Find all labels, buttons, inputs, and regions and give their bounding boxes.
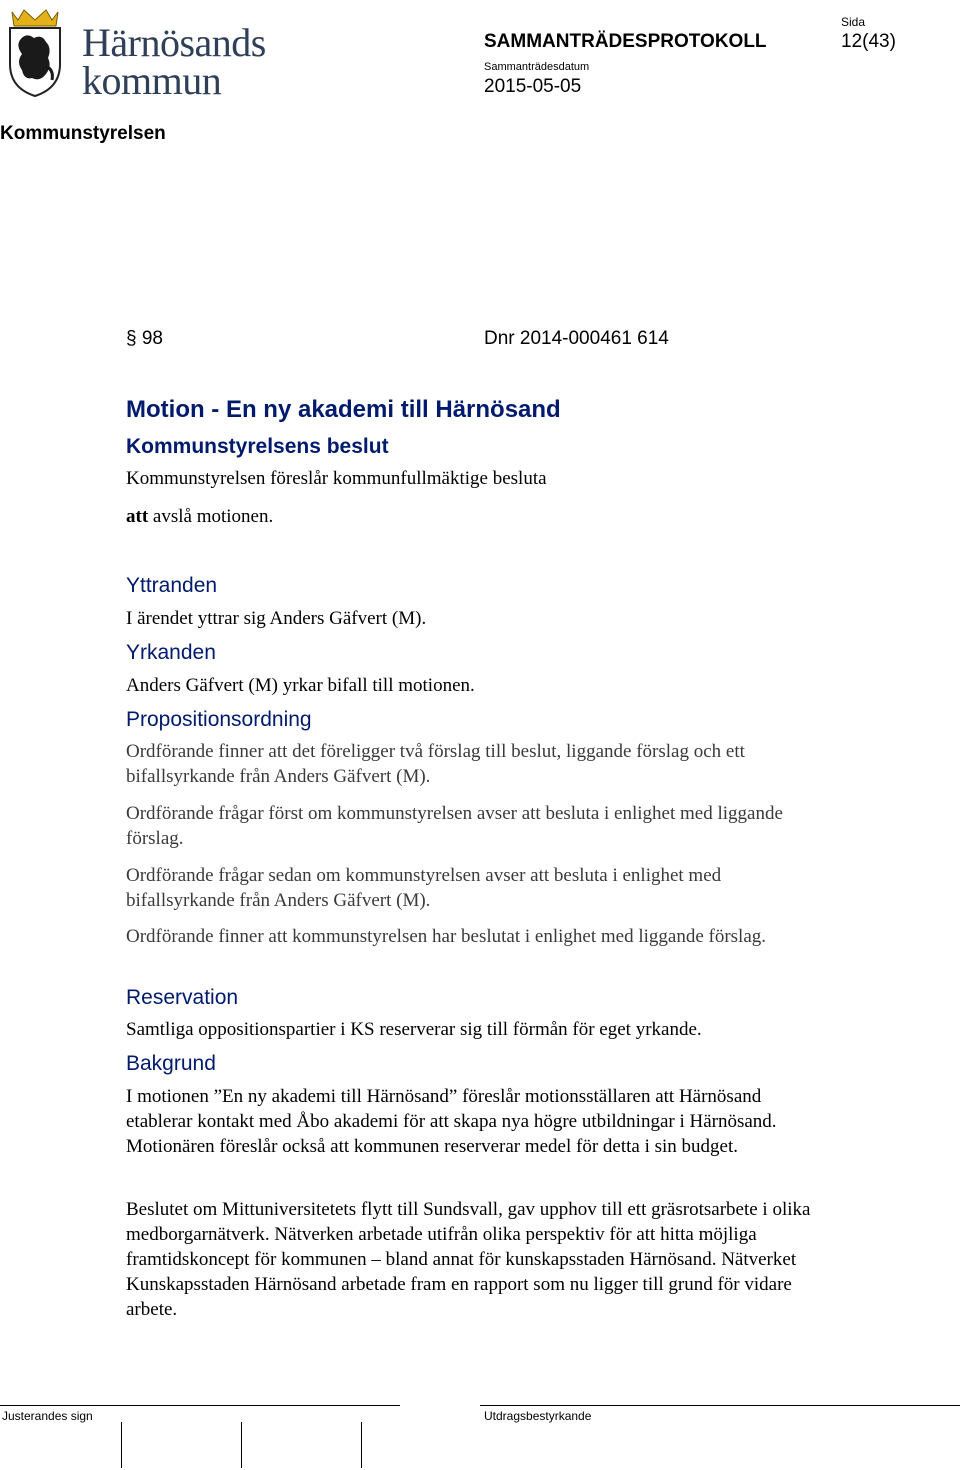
footer-sign-label: Justerandes sign xyxy=(2,1409,93,1423)
reservation-text: Samtliga oppositionspartier i KS reserverar sig till förmån för eget yrkande. xyxy=(126,1019,702,1040)
decision-text: Kommunstyrelsen föreslår kommunfullmäktige besluta xyxy=(126,468,547,489)
paragraph-symbol: § xyxy=(126,328,137,349)
att-text: avslå motionen. xyxy=(148,506,274,527)
decision-heading: Kommunstyrelsens beslut xyxy=(126,435,389,458)
paragraph-number-value: 98 xyxy=(141,328,163,349)
municipal-crest-icon xyxy=(6,6,64,98)
page-label: Sida xyxy=(841,15,866,29)
signature-box-divider xyxy=(241,1422,242,1468)
att-word: att xyxy=(126,506,149,527)
meeting-date: 2015-05-05 xyxy=(484,76,582,97)
page-number: 12(43) xyxy=(841,31,896,52)
background-paragraph-1: I motionen ”En ny akademi till Härnösand” föreslår motionsställaren att Härnösand etablerar kontakt med Åbo akademi för att skapa nya högre utbildningar i Härnösand. Motionären föreslår också att kommunen reserverar medel för detta i sin budget. xyxy=(126,1086,777,1157)
procedure-heading: Propositionsordning xyxy=(126,708,312,731)
footer-extract-label: Utdragsbestyrkande xyxy=(484,1409,592,1423)
procedure-paragraph-3: Ordförande frågar sedan om kommunstyrelsen avser att besluta i enlighet med bifallsyrkande från Anders Gäfvert (M). xyxy=(126,865,722,911)
statements-heading: Yttranden xyxy=(126,574,218,597)
motions-heading: Yrkanden xyxy=(126,641,216,664)
signature-box-divider xyxy=(121,1422,122,1468)
protocol-title: SAMMANTRÄDESPROTOKOLL xyxy=(484,31,767,52)
logo-text-kommun: kommun xyxy=(82,58,222,103)
motions-text: Anders Gäfvert (M) yrkar bifall till motionen. xyxy=(126,675,475,696)
body-name: Kommunstyrelsen xyxy=(0,123,166,144)
case-title: Motion - En ny akademi till Härnösand xyxy=(126,396,561,423)
background-heading: Bakgrund xyxy=(126,1052,216,1075)
footer-rule-left xyxy=(0,1405,400,1406)
procedure-paragraph-4: Ordförande finner att kommunstyrelsen har beslutat i enlighet med liggande förslag. xyxy=(126,926,767,947)
footer-rule-right xyxy=(480,1405,960,1406)
reservation-heading: Reservation xyxy=(126,986,239,1009)
logo-text-harnosands: Härnösands xyxy=(82,20,266,65)
decision-att-line xyxy=(126,504,826,529)
signature-box-divider xyxy=(361,1422,362,1468)
meeting-date-label: Sammanträdesdatum xyxy=(484,61,590,73)
diary-number: Dnr 2014-000461 614 xyxy=(484,328,669,349)
procedure-paragraph-1: Ordförande finner att det föreligger två förslag till beslut, liggande förslag och ett bifallsyrkande från Anders Gäfvert (M). xyxy=(126,741,745,787)
statements-text: I ärendet yttrar sig Anders Gäfvert (M). xyxy=(126,608,427,629)
procedure-paragraph-2: Ordförande frågar först om kommunstyrelsen avser att besluta i enlighet med liggande förslag. xyxy=(126,803,783,849)
paragraph-number xyxy=(126,328,163,350)
background-paragraph-2: Beslutet om Mittuniversitetets flytt till Sundsvall, gav upphov till ett gräsrotsarbete i olika medborgarnätverk. Nätverken arbetade utifrån olika perspektiv för att hitta möjliga framtidskoncept för kommunen – bland annat för kunskapsstaden Härnösand. Nätverket Kunskapsstaden Härnösand arbetade fram en rapport som nu ligger till grund för vidare arbete. xyxy=(126,1199,811,1320)
